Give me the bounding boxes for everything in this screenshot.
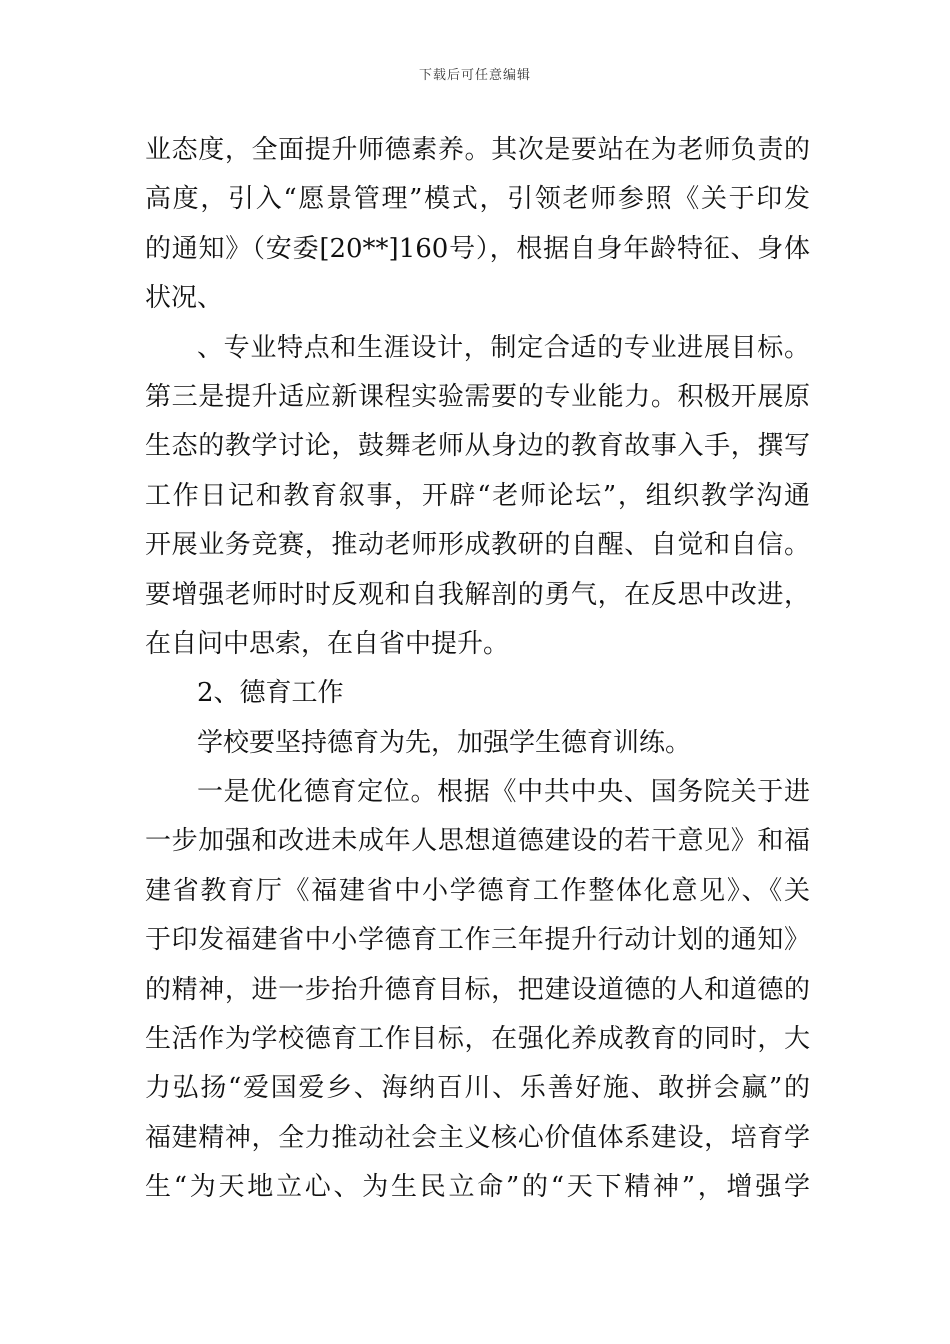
text-line: 生“为天地立心、为生民立命”的“天下精神”，增强学: [145, 1172, 810, 1203]
text-line: 的精神，进一步抬升德育目标，把建设道德的人和道德的: [145, 974, 810, 1005]
text-line: 建省教育厅《福建省中小学德育工作整体化意见》、《关: [145, 875, 810, 906]
text-line: 在自问中思索，在自省中提升。: [145, 628, 510, 659]
text-line: 力弘扬“爱国爱乡、海纳百川、乐善好施、敢拼会赢”的: [145, 1073, 810, 1104]
text-line: 一是优化德育定位。根据《中共中央、国务院关于进: [197, 777, 810, 808]
text-line: 第三是提升适应新课程实验需要的专业能力。积极开展原: [145, 381, 810, 412]
text-line: 工作日记和教育叙事，开辟“老师论坛”，组织教学沟通: [145, 480, 810, 511]
text-line: 于印发福建省中小学德育工作三年提升行动计划的通知》: [145, 925, 810, 956]
page-header: 下载后可任意编辑: [418, 68, 531, 83]
text-line: 开展业务竞赛，推动老师形成教研的自醒、自觉和自信。: [145, 530, 810, 561]
text-line: 高度，引入“愿景管理”模式，引领老师参照《关于印发: [145, 184, 810, 215]
text-line: 生活作为学校德育工作目标，在强化养成教育的同时，大: [145, 1024, 810, 1055]
document-body: [145, 126, 810, 1213]
text-line: 福建精神，全力推动社会主义核心价值体系建设，培育学: [145, 1122, 810, 1153]
text-line: 一步加强和改进未成年人思想道德建设的若干意见》和福: [145, 826, 810, 857]
text-line: 状况、: [145, 283, 224, 314]
text-line: 2、德育工作: [197, 678, 344, 709]
text-line: 学校要坚持德育为先，加强学生德育训练。: [197, 727, 692, 758]
text-line: 业态度，全面提升师德素养。其次是要站在为老师负责的: [145, 135, 810, 165]
text-line: 、专业特点和生涯设计，制定合适的专业进展目标。: [197, 332, 810, 363]
text-line: 生态的教学讨论，鼓舞老师从身边的教育故事入手，撰写: [145, 431, 810, 462]
text-line: 的通知》（安委[20**]160号），根据自身年龄特征、身体: [145, 233, 810, 264]
text-line: 要增强老师时时反观和自我解剖的勇气，在反思中改进，: [145, 579, 810, 610]
